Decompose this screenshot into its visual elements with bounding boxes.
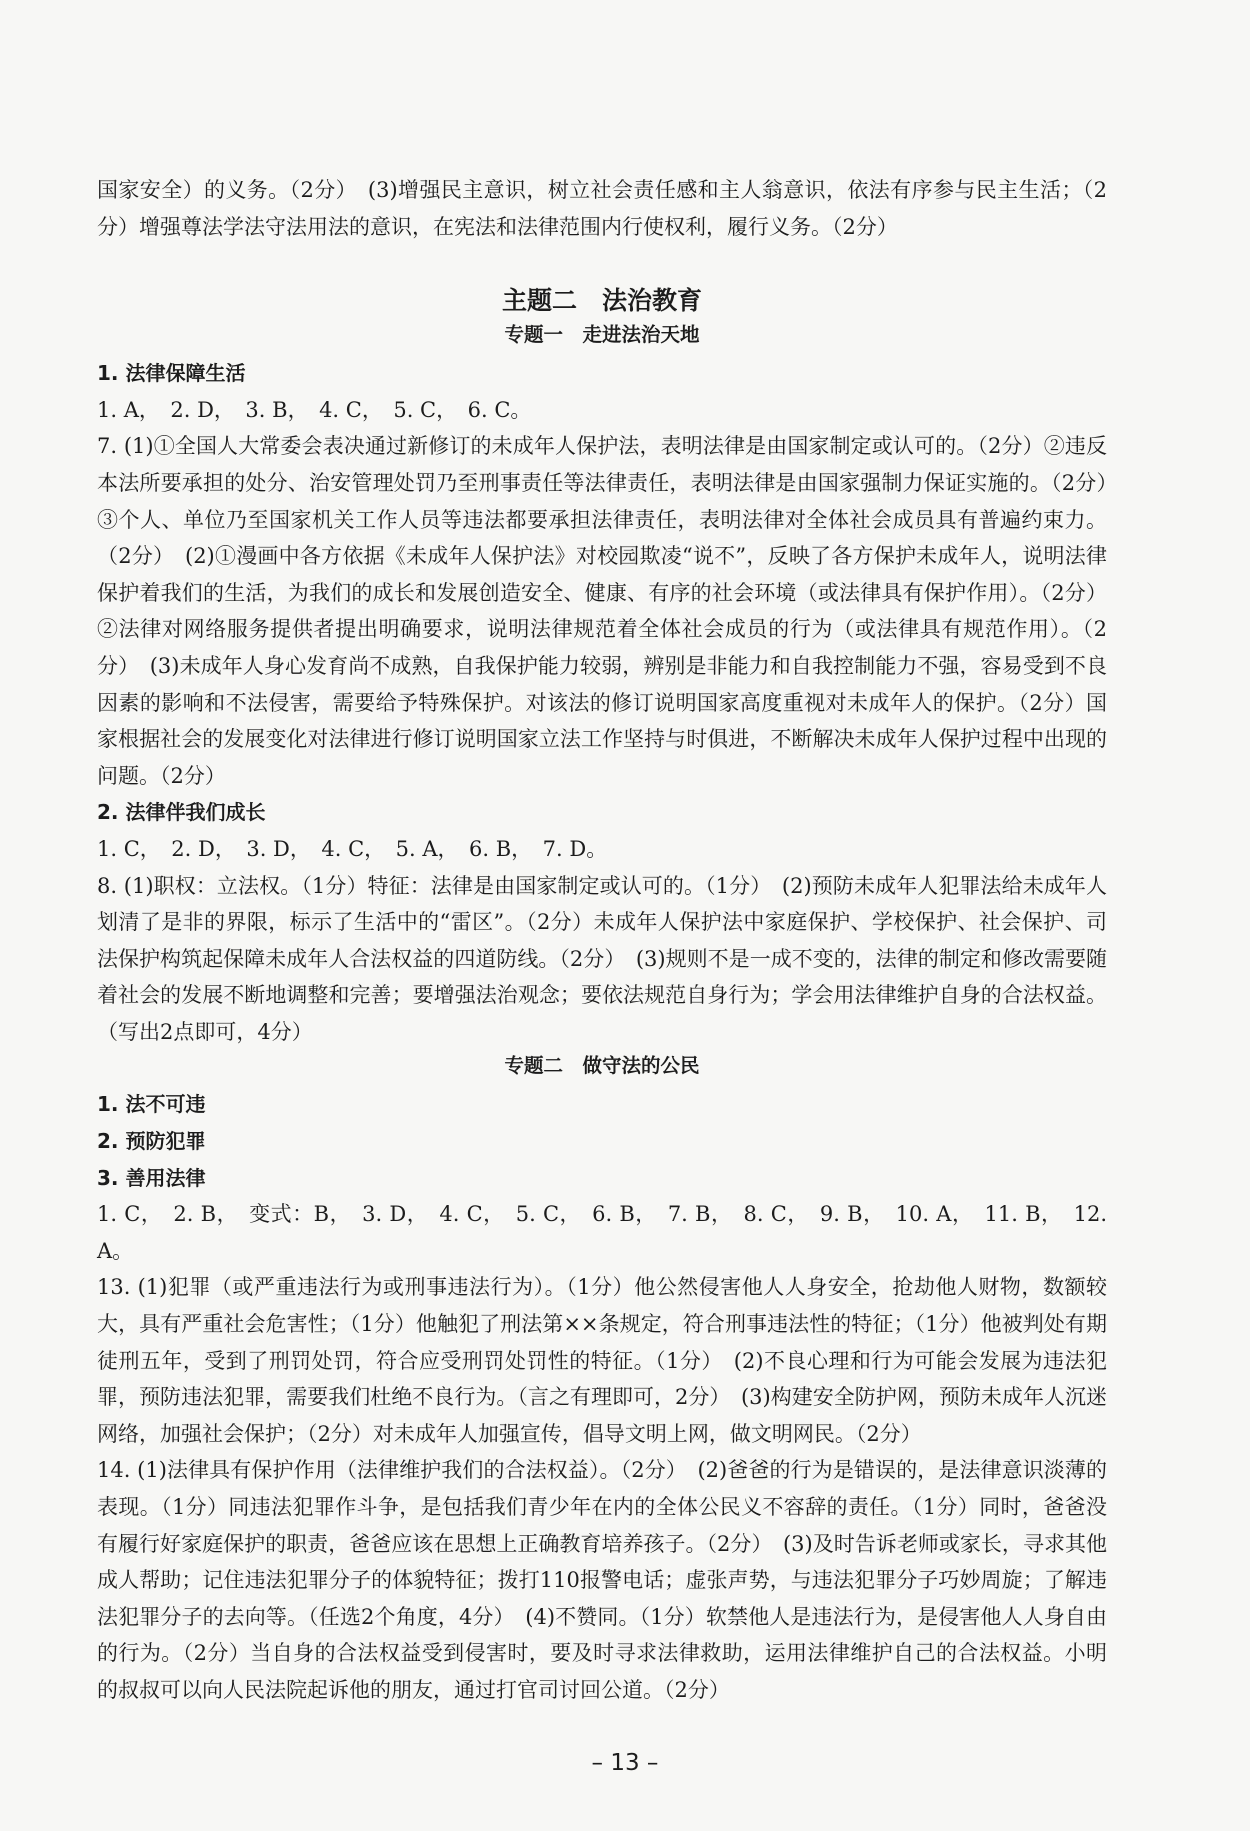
page-number: – 13 – — [591, 1750, 659, 1776]
section-heading-prevent-crime: 2. 预防犯罪 — [97, 1129, 206, 1154]
answers-choice-2: 1. C， 2. D， 3. D， 4. C， 5. A， 6. B， 7. D。 — [97, 836, 608, 861]
answer-q8: 8. (1)职权：立法权。（1分）特征：法律是由国家制定或认可的。（1分） (2)预防未成年人犯罪法给未成年人划清了是非的界限，标示了生活中的“雷区”。（2分）未成年人保护法中家庭保护、学校保护、社会保护、司法保护构筑起保障未成年人合法权益的四道防线。（2分） (3)规则不是一成不变的，法律的制定和修改需要随着社会的发展不断地调整和完善；要增强法治观念；要依法规范自身行为；学会用法律维护自身的合法权益。（写出2点即可，4分） — [97, 873, 1107, 1044]
intro-paragraph: 国家安全）的义务。（2分） (3)增强民主意识，树立社会责任感和主人翁意识，依法有序参与民主生活；（2分）增强尊法学法守法用法的意识，在宪法和法律范围内行使权利，履行义务。（2分） — [97, 178, 1107, 239]
topic1-title: 专题一 走进法治天地 — [504, 323, 700, 347]
topic2-title: 专题二 做守法的公民 — [504, 1054, 700, 1078]
answers-choice-3: 1. C， 2. B， 变式：B， 3. D， 4. C， 5. C， 6. B， 7. B， 8. C， 9. B， 10. A， 11. B， 12. A。 — [97, 1202, 1107, 1263]
section-heading-use-law: 3. 善用法律 — [97, 1165, 206, 1190]
answer-q13: 13. (1)犯罪（或严重违法行为或刑事违法行为）。（1分）他公然侵害他人人身安全，抢劫他人财物，数额较大，具有严重社会危害性；（1分）他触犯了刑法第××条规定，符合刑事违法性的特征；（1分）他被判处有期徒刑五年，受到了刑罚处罚，符合应受刑罚处罚性的特征。（1分） (2)不良心理和行为可能会发展为违法犯罪，预防违法犯罪，需要我们杜绝不良行为。（言之有理即可，2分） (3)构建安全防护网，预防未成年人沉迷网络，加强社会保护；（2分）对未成年人加强宣传，倡导文明上网，做文明网民。（2分） — [97, 1275, 1107, 1446]
section-heading-law-protects-life: 1. 法律保障生活 — [97, 361, 246, 386]
answer-q7: 7. (1)①全国人大常委会表决通过新修订的未成年人保护法，表明法律是由国家制定或认可的。（2分）②违反本法所要承担的处分、治安管理处罚乃至刑事责任等法律责任，表明法律是由国家强制力保证实施的。（2分）③个人、单位乃至国家机关工作人员等违法都要承担法律责任，表明法律对全体社会成员具有普遍约束力。（2分） (2)①漫画中各方依据《未成年人保护法》对校园欺凌“说不”，反映了各方保护未成年人，说明法律保护着我们的生活，为我们的成长和发展创造安全、健康、有序的社会环境（或法律具有保护作用）。（2分）②法律对网络服务提供者提出明确要求，说明法律规范着全体社会成员的行为（或法律具有规范作用）。（2分） (3)未成年人身心发育尚不成熟，自我保护能力较弱，辨别是非能力和自我控制能力不强，容易受到不良因素的影响和不法侵害，需要给予特殊保护。对该法的修订说明国家高度重视对未成年人的保护。（2分）国家根据社会的发展变化对法律进行修订说明国家立法工作坚持与时俱进，不断解决未成年人保护过程中出现的问题。（2分） — [97, 434, 1107, 788]
page-content — [97, 172, 1107, 1709]
section-heading-law-grows-with-us: 2. 法律伴我们成长 — [97, 800, 266, 825]
section-heading-law-not-violated: 1. 法不可违 — [97, 1092, 206, 1117]
theme-title: 主题二 法治教育 — [501, 286, 702, 316]
answer-q14: 14. (1)法律具有保护作用（法律维护我们的合法权益）。（2分） (2)爸爸的行为是错误的，是法律意识淡薄的表现。（1分）同违法犯罪作斗争，是包括我们青少年在内的全体公民义不容辞的责任。（1分）同时，爸爸没有履行好家庭保护的职责，爸爸应该在思想上正确教育培养孩子。（2分） (3)及时告诉老师或家长，寻求其他成人帮助；记住违法犯罪分子的体貌特征；拨打110报警电话；虚张声势，与违法犯罪分子巧妙周旋；了解违法犯罪分子的去向等。（任选2个角度，4分） (4)不赞同。（1分）软禁他人是违法行为，是侵害他人人身自由的行为。（2分）当自身的合法权益受到侵害时，要及时寻求法律救助，运用法律维护自己的合法权益。小明的叔叔可以向人民法院起诉他的朋友，通过打官司讨回公道。（2分） — [97, 1458, 1107, 1702]
answers-choice-1: 1. A， 2. D， 3. B， 4. C， 5. C， 6. C。 — [97, 397, 532, 422]
